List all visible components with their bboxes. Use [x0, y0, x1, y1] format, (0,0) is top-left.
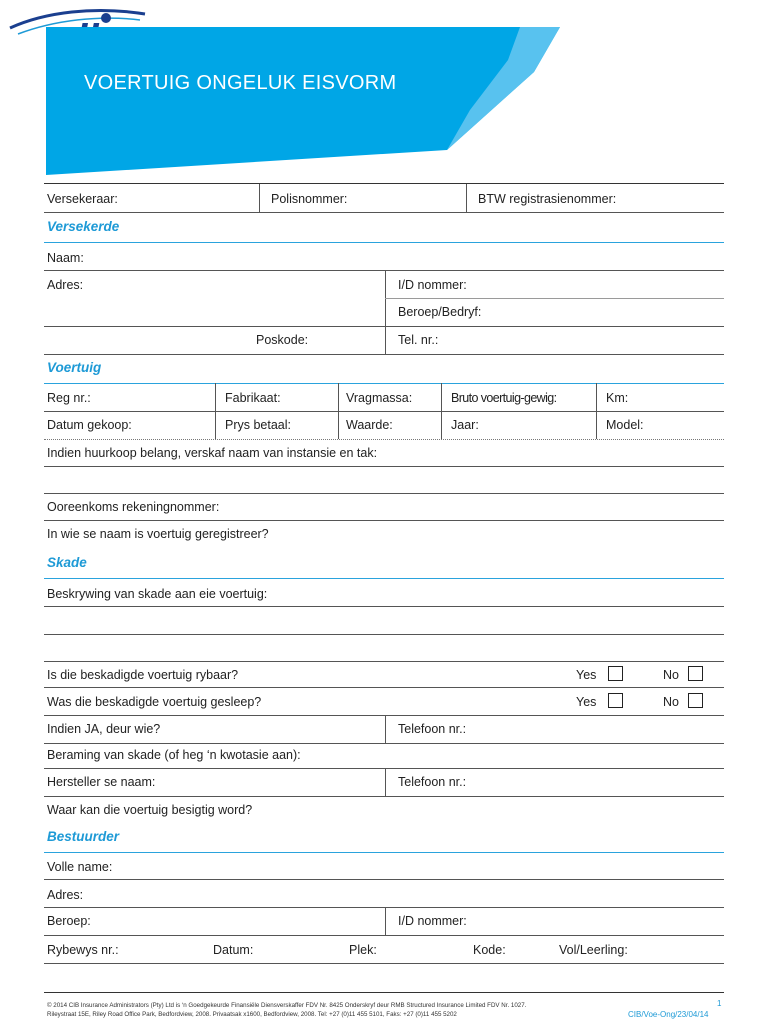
- volle-name-label: Volle name:: [47, 860, 113, 874]
- beraming-label: Beraming van skade (of heg ‘n kwotasie aan):: [47, 748, 301, 762]
- gesleep-no-label: No: [663, 695, 679, 709]
- footer-line1: © 2014 CIB Insurance Administrators (Pty) Ltd is ‘n Goedgekeurde Finansiële Diensverskaffer FDV Nr. 8425 Onderskryf deur RMB Structured Insurance Limited FDV Nr. 1027.: [47, 1002, 527, 1009]
- section-versekerde: Versekerde: [47, 219, 120, 234]
- bestuurder-adres-label: Adres:: [47, 888, 84, 902]
- reg-nr-label: Reg nr.:: [47, 391, 91, 405]
- geregistreer-label: In wie se naam is voertuig geregistreer?: [47, 527, 269, 541]
- telefoon-label: Telefoon nr.:: [398, 722, 467, 736]
- bestuurder-beroep-label: Beroep:: [47, 914, 91, 928]
- huurkoop-label: Indien huurkoop belang, verskaf naam van instansie en tak:: [47, 446, 378, 460]
- beskrywing-label: Beskrywing van skade aan eie voertuig:: [47, 587, 268, 601]
- ooreenkoms-label: Ooreenkoms rekeningnommer:: [47, 500, 220, 514]
- poskode-label: Poskode:: [256, 333, 309, 347]
- tel-label: Tel. nr.:: [398, 333, 439, 347]
- model-label: Model:: [606, 418, 644, 432]
- polisnommer-label: Polisnommer:: [271, 192, 348, 206]
- hersteller-label: Hersteller se naam:: [47, 775, 156, 789]
- besigtig-label: Waar kan die voertuig besigtig word?: [47, 803, 253, 817]
- section-skade: Skade: [47, 555, 87, 570]
- footer-line2: Rileystraat 15E, Riley Road Office Park, Bedfordview, 2008. Privaatsak x1600, Bedfordview, 2008. Tel: +27 (0)11 455 5101, Faks: +27 (0)11 455 5202: [47, 1011, 457, 1018]
- plek-label: Plek:: [349, 943, 377, 957]
- rybaar-yes-checkbox[interactable]: [608, 666, 623, 681]
- rybewys-label: Rybewys nr.:: [47, 943, 119, 957]
- datum-label: Datum:: [213, 943, 254, 957]
- rybaar-yes-label: Yes: [576, 668, 597, 682]
- vragmassa-label: Vragmassa:: [346, 391, 413, 405]
- page-number: 1: [717, 999, 722, 1008]
- waarde-label: Waarde:: [346, 418, 393, 432]
- rybaar-no-checkbox[interactable]: [688, 666, 703, 681]
- fabrikaat-label: Fabrikaat:: [225, 391, 281, 405]
- km-label: Km:: [606, 391, 629, 405]
- indien-ja-label: Indien JA, deur wie?: [47, 722, 161, 736]
- beroep-bedryf-label: Beroep/Bedryf:: [398, 305, 482, 319]
- vol-leerling-label: Vol/Leerling:: [559, 943, 628, 957]
- rybaar-no-label: No: [663, 668, 679, 682]
- gesleep-yes-checkbox[interactable]: [608, 693, 623, 708]
- datum-gekoop-label: Datum gekoop:: [47, 418, 132, 432]
- section-bestuurder: Bestuurder: [47, 829, 120, 844]
- jaar-label: Jaar:: [451, 418, 479, 432]
- form-code: CIB/Voe-Ong/23/04/14: [628, 1010, 709, 1019]
- rybaar-label: Is die beskadigde voertuig rybaar?: [47, 668, 239, 682]
- section-voertuig: Voertuig: [47, 360, 102, 375]
- btw-label: BTW registrasienommer:: [478, 192, 617, 206]
- kode-label: Kode:: [473, 943, 506, 957]
- adres-label: Adres:: [47, 278, 84, 292]
- gesleep-label: Was die beskadigde voertuig gesleep?: [47, 695, 262, 709]
- gesleep-yes-label: Yes: [576, 695, 597, 709]
- bruto-gewig-label: Bruto voertuig-gewig:: [451, 391, 557, 405]
- naam-label: Naam:: [47, 251, 84, 265]
- prys-betaal-label: Prys betaal:: [225, 418, 292, 432]
- telefoon2-label: Telefoon nr.:: [398, 775, 467, 789]
- gesleep-no-checkbox[interactable]: [688, 693, 703, 708]
- versekeraar-label: Versekeraar:: [47, 192, 118, 206]
- bestuurder-id-label: I/D nommer:: [398, 914, 467, 928]
- id-nommer-label: I/D nommer:: [398, 278, 467, 292]
- form-title: VOERTUIG ONGELUK EISVORM: [84, 72, 397, 94]
